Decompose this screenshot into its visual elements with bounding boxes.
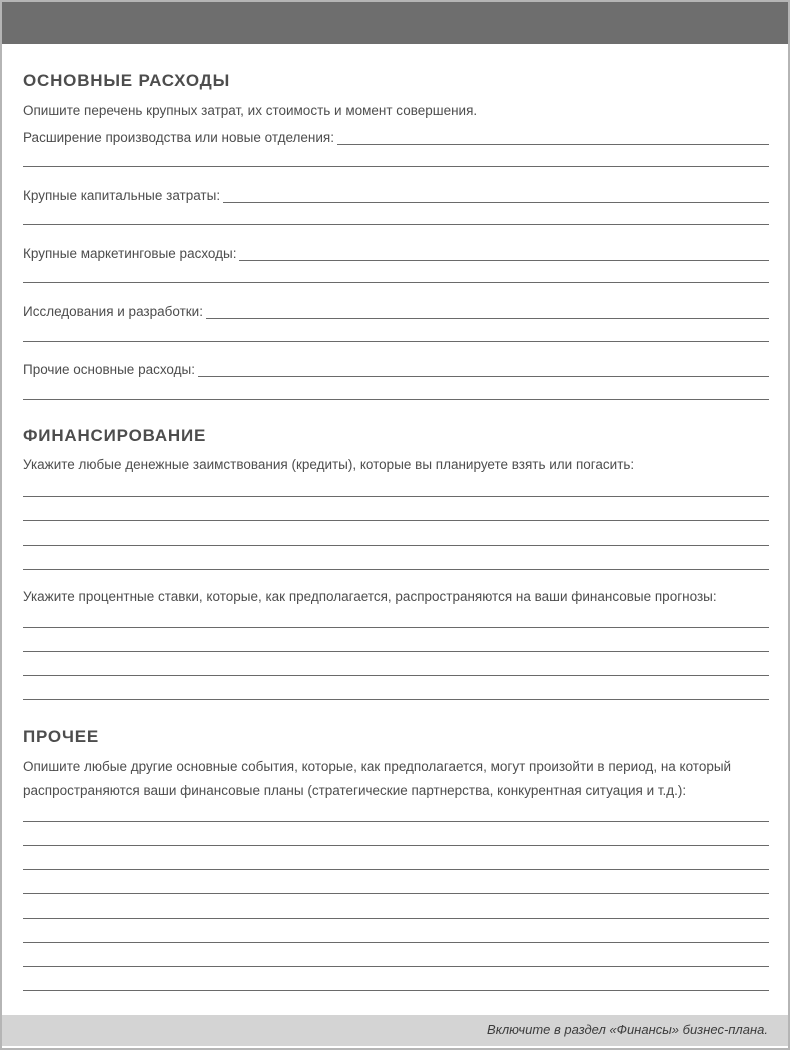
write-line[interactable] bbox=[23, 942, 769, 943]
write-line[interactable] bbox=[23, 699, 769, 700]
section-heading-other: ПРОЧЕЕ bbox=[23, 727, 99, 746]
financing-rates-prompt: Укажите процентные ставки, которые, как предполагается, распространяются на ваши финансовые прогнозы: bbox=[23, 589, 717, 604]
write-line[interactable] bbox=[206, 317, 769, 319]
write-line[interactable] bbox=[23, 496, 769, 497]
field-label: Крупные маркетинговые расходы: bbox=[23, 246, 237, 261]
main-expenses-instruction: Опишите перечень крупных затрат, их стоимость и момент совершения. bbox=[23, 103, 478, 118]
write-line[interactable] bbox=[23, 399, 769, 400]
write-line[interactable] bbox=[23, 869, 769, 870]
write-line[interactable] bbox=[23, 966, 769, 967]
footer-note: Включите в раздел «Финансы» бизнес-плана. bbox=[487, 1022, 768, 1037]
write-line[interactable] bbox=[23, 675, 769, 676]
write-line[interactable] bbox=[23, 821, 769, 822]
write-line[interactable] bbox=[239, 259, 769, 261]
field-label: Исследования и разработки: bbox=[23, 304, 203, 319]
section-heading-main-expenses: ОСНОВНЫЕ РАСХОДЫ bbox=[23, 71, 231, 90]
field-label: Прочие основные расходы: bbox=[23, 362, 195, 377]
write-line[interactable] bbox=[23, 545, 769, 546]
field-marketing-expenses[interactable] bbox=[23, 242, 769, 262]
write-line[interactable] bbox=[23, 341, 769, 342]
write-line[interactable] bbox=[23, 845, 769, 846]
financing-loans-prompt: Укажите любые денежные заимствования (кредиты), которые вы планируете взять или погасить: bbox=[23, 457, 635, 472]
section-heading-financing: ФИНАНСИРОВАНИЕ bbox=[23, 426, 207, 445]
field-label: Расширение производства или новые отделения: bbox=[23, 130, 334, 145]
other-prompt-line-2: распространяются ваши финансовые планы (стратегические партнерства, конкурентная ситуация и т.д.): bbox=[23, 783, 687, 798]
field-capital-expenses[interactable] bbox=[23, 184, 769, 204]
write-line[interactable] bbox=[337, 143, 769, 145]
write-line[interactable] bbox=[23, 918, 769, 919]
write-line[interactable] bbox=[23, 282, 769, 283]
write-line[interactable] bbox=[23, 569, 769, 570]
write-line[interactable] bbox=[23, 990, 769, 991]
field-production-expansion[interactable] bbox=[23, 126, 769, 146]
write-line[interactable] bbox=[23, 224, 769, 225]
write-line[interactable] bbox=[23, 166, 769, 167]
write-line[interactable] bbox=[23, 627, 769, 628]
write-line[interactable] bbox=[23, 651, 769, 652]
other-prompt-line-1: Опишите любые другие основные события, которые, как предполагается, могут произойти в период, на который bbox=[23, 759, 732, 774]
field-other-expenses[interactable] bbox=[23, 358, 769, 378]
write-line[interactable] bbox=[23, 520, 769, 521]
write-line[interactable] bbox=[223, 201, 769, 203]
write-line[interactable] bbox=[198, 375, 769, 377]
header-bar bbox=[2, 2, 788, 44]
write-line[interactable] bbox=[23, 893, 769, 894]
field-label: Крупные капитальные затраты: bbox=[23, 188, 221, 203]
field-research-development[interactable] bbox=[23, 300, 769, 320]
